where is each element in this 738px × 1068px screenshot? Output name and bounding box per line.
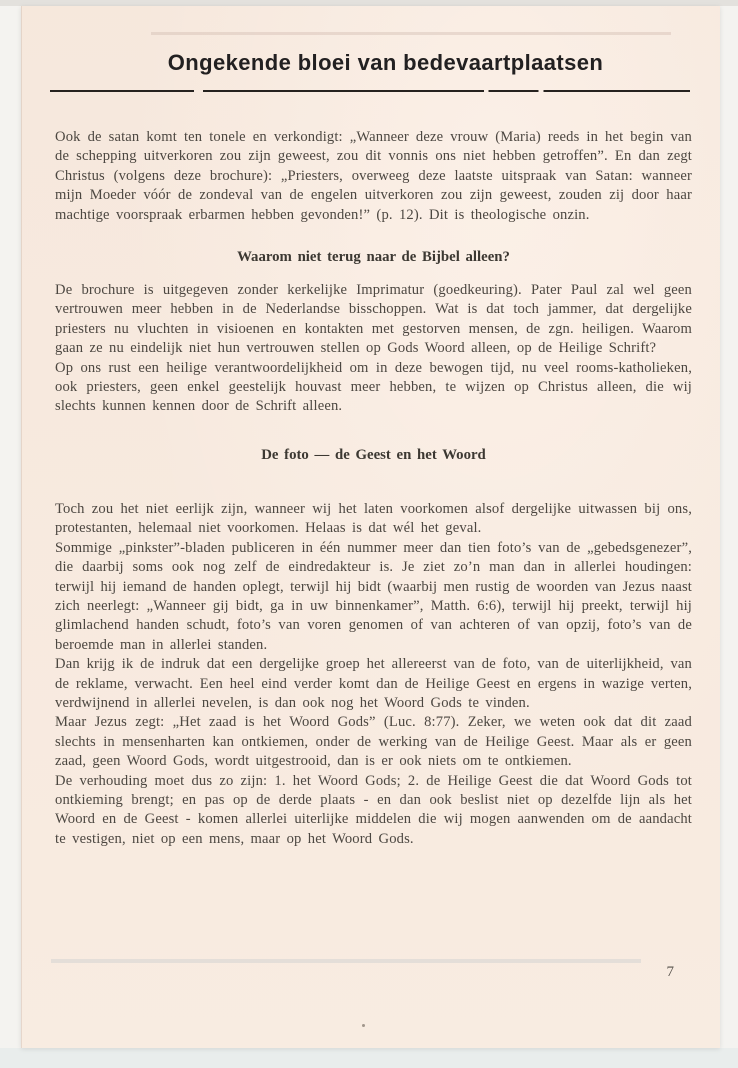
scan-artifact-speck (362, 1024, 365, 1027)
section-heading: Waarom niet terug naar de Bijbel alleen? (237, 249, 510, 266)
paragraph: Toch zou het niet eerlijk zijn, wanneer wij het laten voorkomen alsof dergelijke uitwassen bij ons, protestanten, helemaal niet voorkomen. Helaas is dat wél het geval. (55, 500, 692, 537)
scan-artifact-streak (151, 32, 671, 35)
page-content (21, 6, 720, 849)
paragraph: De verhouding moet dus zo zijn: 1. het Woord Gods; 2. de Heilige Geest die dat Woord Gods tot ontkieming brengt; en pas op de derde plaats - en dan ook beslist niet op dezelfde lijn als het Woord en de Geest - komen allerlei uiterlijke middelen die wij mogen aanwenden om de aandacht te vestigen, niet op een mens, maar op het Woord Gods. (55, 772, 692, 847)
paragraph: Op ons rust een heilige verantwoordelijkheid om in deze bewogen tijd, nu veel rooms-katholieken, ook priesters, geen enkel geestelijk houvast meer hebben, te wijzen op Christus alleen, die wij slechts kunnen kennen door de Schrift alleen. (55, 359, 692, 415)
paragraph: Maar Jezus zegt: „Het zaad is het Woord Gods” (Luc. 8:77). Zeker, we weten ook dat dit zaad slechts in mensenharten kan ontkiemen, onder de werking van de Heilige Geest. Maar als er geen zaad, geen Woord Gods, wordt uitgestrooid, dan is er ook niets om te ontkiemen. (55, 714, 692, 770)
title-underline-rule (50, 90, 690, 92)
scan-artifact-streak (51, 959, 641, 963)
scanner-bed-bottom (0, 1048, 738, 1068)
scanned-page (21, 6, 720, 1048)
paragraph: Ook de satan komt ten tonele en verkondigt: „Wanneer deze vrouw (Maria) reeds in het begin van de schepping uitverkoren zou zijn geweest, zou dit vonnis ons niet hebben getroffen”. En dan zegt Christus (volgens deze brochure): „Priesters, overweeg deze laatste uitspraak van Satan: wanneer mijn Moeder vóór de zondeval van de engelen uitverkoren zou zijn geweest, zouden zij door haar machtige voorspraak erbarmen hebben gevonden!” (p. 12). Dit is theologische onzin. (55, 129, 692, 223)
page-number: 7 (666, 964, 674, 980)
paragraph: Sommige „pinkster”-bladen publiceren in één nummer meer dan tien foto’s van de „gebedsgenezer”, die daarbij soms ook nog zelf de eindredakteur is. Je ziet zo’n man dan in allerlei houdingen: terwijl hij iemand de handen oplegt, terwijl hij bidt (waarbij men rustig de woorden van Jezus naast zich neerlegt: „Wanneer gij bidt, ga in uw binnenkamer”, Matth. 6:6), terwijl hij preekt, terwijl hij glimlachend handen schudt, foto’s van voren genomen of van achteren of van opzij, foto’s van de beroemde man in allerlei standen. (55, 539, 692, 653)
page-title: Ongekende bloei van bedevaartplaatsen (167, 50, 604, 75)
paragraph: De brochure is uitgegeven zonder kerkelijke Imprimatur (goedkeuring). Pater Paul zal wel geen vertrouwen meer hebben in de Nederlandse bisschoppen. Wat is dat toch jammer, dat dergelijke priesters nu vluchten in visioenen en kontakten met gestorven mensen, de zgn. heiligen. Waarom gaan ze nu eindelijk niet hun vertrouwen stellen op Gods Woord alleen, op de Heilige Schrift? (55, 282, 692, 357)
section-heading: De foto — de Geest en het Woord (261, 446, 486, 463)
paragraph: Dan krijg ik de indruk dat een dergelijke groep het allereerst van de foto, van de uiterlijkheid, van de reklame, verwacht. Een heel eind verder komt dan de Heilige Geest en ergens in wazige verten, verdwijnend in allerlei nevelen, is dan ook nog het Woord Gods te vinden. (55, 656, 692, 711)
